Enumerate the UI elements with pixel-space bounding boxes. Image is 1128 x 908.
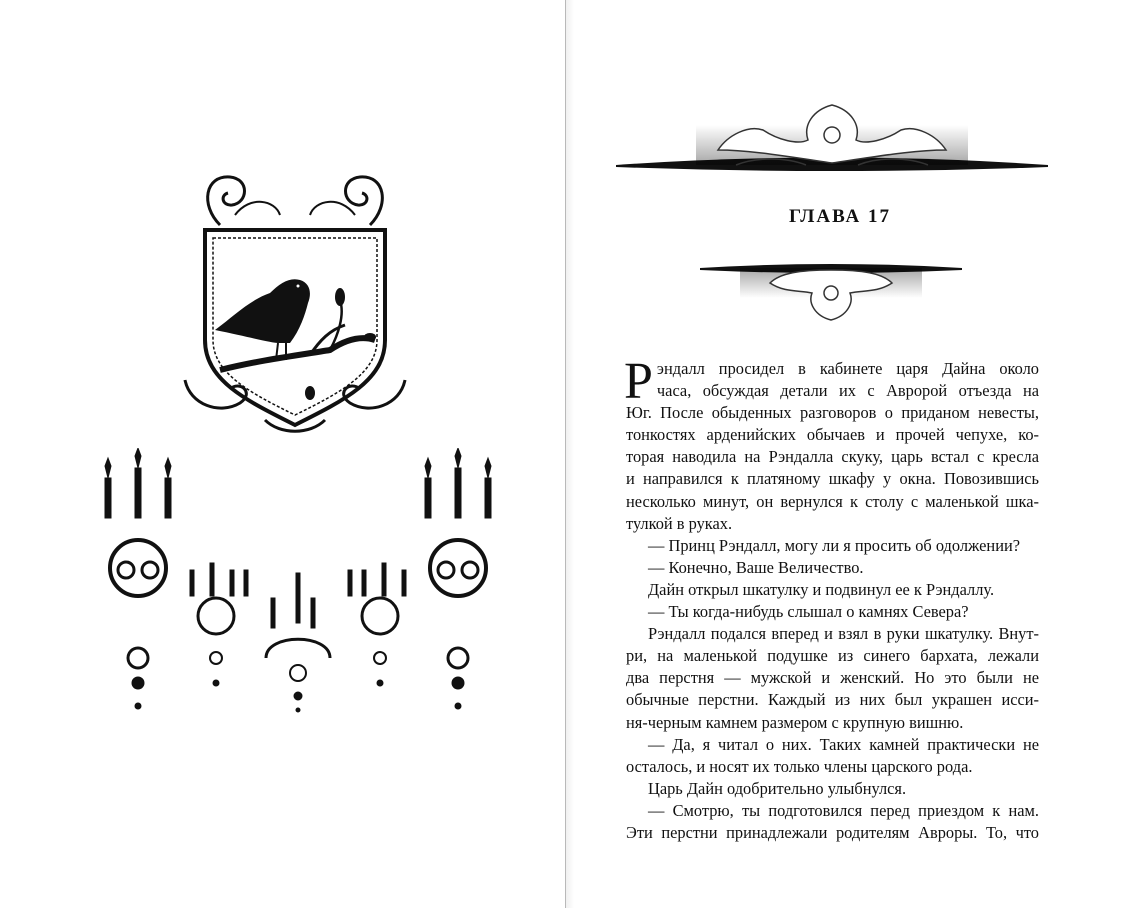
text-line: часа, обсуждая детали их с Авророй отъезда на: [656, 381, 1039, 401]
text-line: обычные перстни. Каждый из них был украшен исси-: [626, 690, 1039, 710]
text-line: — Ты когда-нибудь слышал о камнях Севера?: [648, 602, 969, 622]
text-line: — Смотрю, ты подготовился перед приездом к нам.: [648, 800, 1039, 820]
gutter-shadow: [566, 0, 574, 908]
text-line: Юг. После обыденных разговоров о приданом невесты,: [626, 403, 1039, 423]
text-line: несколько минут, он вернулся к столу с маленькой шка-: [626, 491, 1039, 511]
text-line: ри, на маленькой подушке из синего бархата, лежали: [626, 646, 1039, 666]
text-line: тонкостях арденийских обычаев и прочей чепухе, ко-: [626, 425, 1039, 445]
raven-crest-illustration: [180, 165, 410, 440]
text-line: Царь Дайн одобрительно улыбнулся.: [648, 778, 907, 798]
text-line: — Да, я читал о них. Таких камней практически не: [648, 734, 1039, 754]
chapter-body-text: [624, 353, 1039, 844]
text-line: и направился к платяному шкафу у окна. Повозившись: [626, 469, 1039, 489]
text-line: эндалл просидел в кабинете царя Дайна около: [656, 359, 1039, 378]
text-line: — Конечно, Ваше Величество.: [648, 557, 864, 577]
text-line: тулкой в руках.: [626, 513, 733, 533]
text-line: Дайн открыл шкатулку и подвинул ее к Рэндаллу.: [648, 579, 995, 599]
text-line: Эти перстни принадлежали родителям Авроры. То, что: [626, 822, 1039, 842]
text-line: Рэндалл подался вперед и взял в руки шкатулку. Внут-: [648, 624, 1039, 644]
chapter-heading: ГЛАВА 17: [788, 206, 892, 227]
chapter-top-ornament: [616, 95, 1048, 195]
chapter-bottom-ornament: [700, 248, 962, 326]
text-line: ня-черным камнем размером с крупную вишню.: [626, 712, 964, 732]
drop-cap: Р: [624, 353, 653, 410]
text-line: два перстня — мужской и женский. Но это были не: [626, 668, 1039, 688]
text-line: — Принц Рэндалл, могу ли я просить об одолжении?: [648, 535, 1021, 555]
text-line: осталось, и носят их только члены царского рода.: [626, 756, 973, 776]
candelabra-illustration: [98, 448, 498, 716]
text-line: торая наводила на Рэндалла скуку, царь встал с кресла: [626, 447, 1039, 467]
